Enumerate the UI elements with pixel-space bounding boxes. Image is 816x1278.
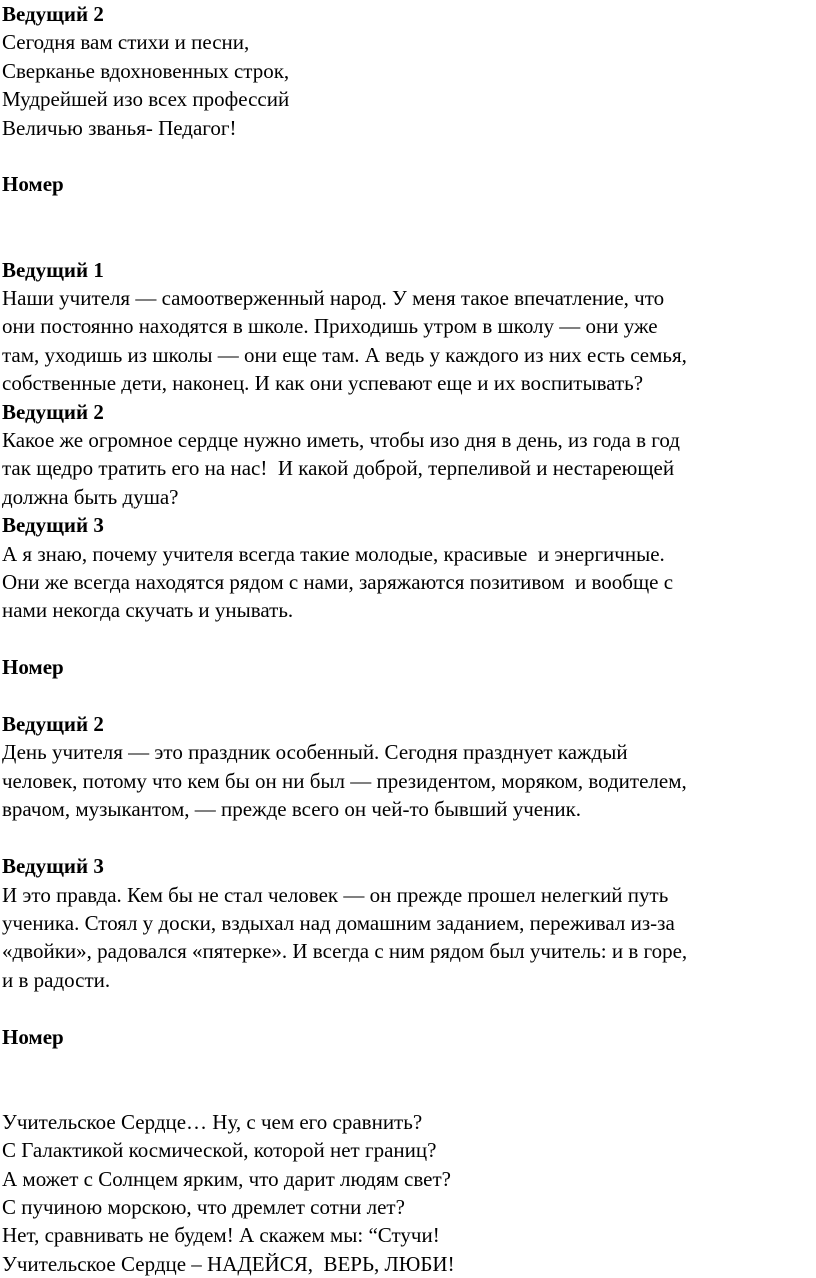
text-line: врачом, музыкантом, — прежде всего он чей-то бывший ученик. xyxy=(2,797,582,822)
spacer xyxy=(2,682,814,710)
poem-line: Учительское Сердце – НАДЕЙСЯ, ВЕРЬ, ЛЮБИ! xyxy=(2,1251,455,1276)
text-line: они постоянно находятся в школе. Приходишь утром в школу — они уже xyxy=(2,314,658,339)
spacer xyxy=(2,227,814,255)
number-heading: Номер xyxy=(2,655,64,680)
poem-line: Сверканье вдохновенных строк, xyxy=(2,58,290,83)
poem-line: Сегодня вам стихи и песни, xyxy=(2,30,250,55)
text-line: Какое же огромное сердце нужно иметь, чтобы изо дня в день, из года в год xyxy=(2,428,680,453)
text-line: должна быть душа? xyxy=(2,484,179,509)
text-line: Наши учителя — самоотверженный народ. У меня такое впечатление, что xyxy=(2,286,665,311)
speaker-heading: Ведущий 3 xyxy=(2,854,104,879)
poem-line: С пучиною морскою, что дремлет сотни лет? xyxy=(2,1194,405,1219)
document-page xyxy=(2,0,814,1278)
spacer xyxy=(2,142,814,170)
poem-line: С Галактикой космической, которой нет границ? xyxy=(2,1138,437,1163)
text-line: и в радости. xyxy=(2,967,111,992)
number-heading: Номер xyxy=(2,172,64,197)
spacer xyxy=(2,994,814,1022)
poem-line: Нет, сравнивать не будем! А скажем мы: “Стучи! xyxy=(2,1223,440,1248)
text-line: «двойки», радовался «пятерке». И всегда с ним рядом был учитель: и в горе, xyxy=(2,939,688,964)
text-line: человек, потому что кем бы он ни был — президентом, моряком, водителем, xyxy=(2,768,687,793)
number-heading: Номер xyxy=(2,1024,64,1049)
text-line: Они же всегда находятся рядом с нами, заряжаются позитивом и вообще с xyxy=(2,570,674,595)
spacer xyxy=(2,199,814,227)
text-line: там, уходишь из школы — они еще там. А ведь у каждого из них есть семья, xyxy=(2,342,687,367)
text-line: собственные дети, наконец. И как они успевают еще и их воспитывать? xyxy=(2,371,644,396)
speaker-heading: Ведущий 3 xyxy=(2,513,104,538)
spacer xyxy=(2,1051,814,1079)
text-line: А я знаю, почему учителя всегда такие молодые, красивые и энергичные. xyxy=(2,541,665,566)
poem-line: Учительское Сердце… Ну, с чем его сравнить? xyxy=(2,1109,423,1134)
poem-line: Мудрейшей изо всех профессий xyxy=(2,87,290,112)
text-line: День учителя — это праздник особенный. Сегодня празднует каждый xyxy=(2,740,628,765)
text-line: нами некогда скучать и унывать. xyxy=(2,598,294,623)
spacer xyxy=(2,1079,814,1107)
spacer xyxy=(2,824,814,852)
speaker-heading: Ведущий 2 xyxy=(2,2,104,26)
text-line: так щедро тратить его на нас! И какой доброй, терпеливой и нестареющей xyxy=(2,456,675,481)
poem-line: А может с Солнцем ярким, что дарит людям свет? xyxy=(2,1166,451,1191)
poem-line: Величью званья- Педагог! xyxy=(2,115,237,140)
spacer xyxy=(2,625,814,653)
speaker-heading: Ведущий 2 xyxy=(2,399,104,424)
text-line: И это правда. Кем бы не стал человек — он прежде прошел нелегкий путь xyxy=(2,882,669,907)
speaker-heading: Ведущий 2 xyxy=(2,712,104,737)
text-line: ученика. Стоял у доски, вздыхал над домашним заданием, переживал из-за xyxy=(2,910,675,935)
speaker-heading: Ведущий 1 xyxy=(2,257,104,282)
